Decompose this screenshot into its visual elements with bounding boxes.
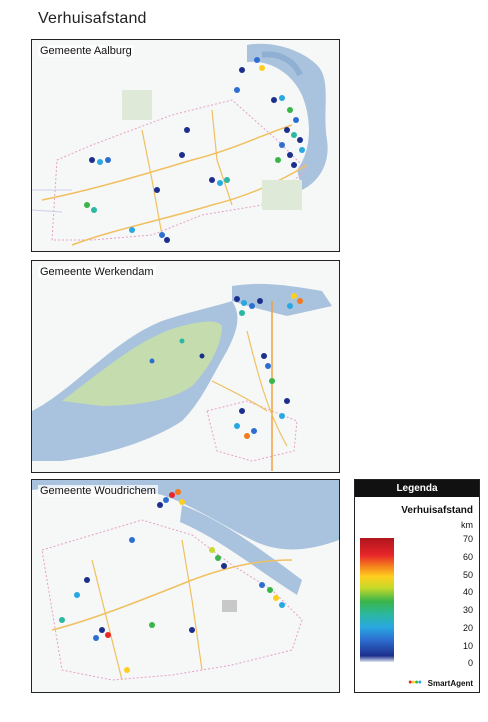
map-label-werkendam: Gemeente Werkendam bbox=[40, 266, 154, 278]
brand-logo: SmartAgent bbox=[427, 679, 473, 688]
map-canvas-aalburg bbox=[32, 40, 339, 251]
legend-tick-50: 50 bbox=[462, 570, 473, 580]
legend-tick-60: 60 bbox=[462, 552, 473, 562]
legend-header: Legenda bbox=[355, 480, 479, 497]
brand-dots-icon: ●●●● bbox=[408, 679, 421, 686]
legend-tick-30: 30 bbox=[462, 605, 473, 615]
map-canvas-werkendam bbox=[32, 261, 339, 472]
map-label-woudrichem: Gemeente Woudrichem bbox=[40, 485, 156, 497]
legend-tick-10: 10 bbox=[462, 641, 473, 651]
map-werkendam[interactable] bbox=[31, 260, 340, 473]
legend bbox=[354, 479, 480, 693]
map-woudrichem[interactable] bbox=[31, 479, 340, 693]
legend-tick-20: 20 bbox=[462, 623, 473, 633]
page-title: Verhuisafstand bbox=[38, 10, 147, 27]
legend-unit: km bbox=[461, 520, 473, 530]
legend-tick-40: 40 bbox=[462, 587, 473, 597]
legend-title: Verhuisafstand bbox=[401, 505, 473, 516]
map-aalburg[interactable] bbox=[31, 39, 340, 252]
legend-color-ramp bbox=[360, 538, 394, 662]
map-label-aalburg: Gemeente Aalburg bbox=[40, 45, 132, 57]
map-canvas-woudrichem bbox=[32, 480, 339, 692]
legend-tick-70: 70 bbox=[462, 534, 473, 544]
legend-tick-0: 0 bbox=[467, 658, 473, 668]
